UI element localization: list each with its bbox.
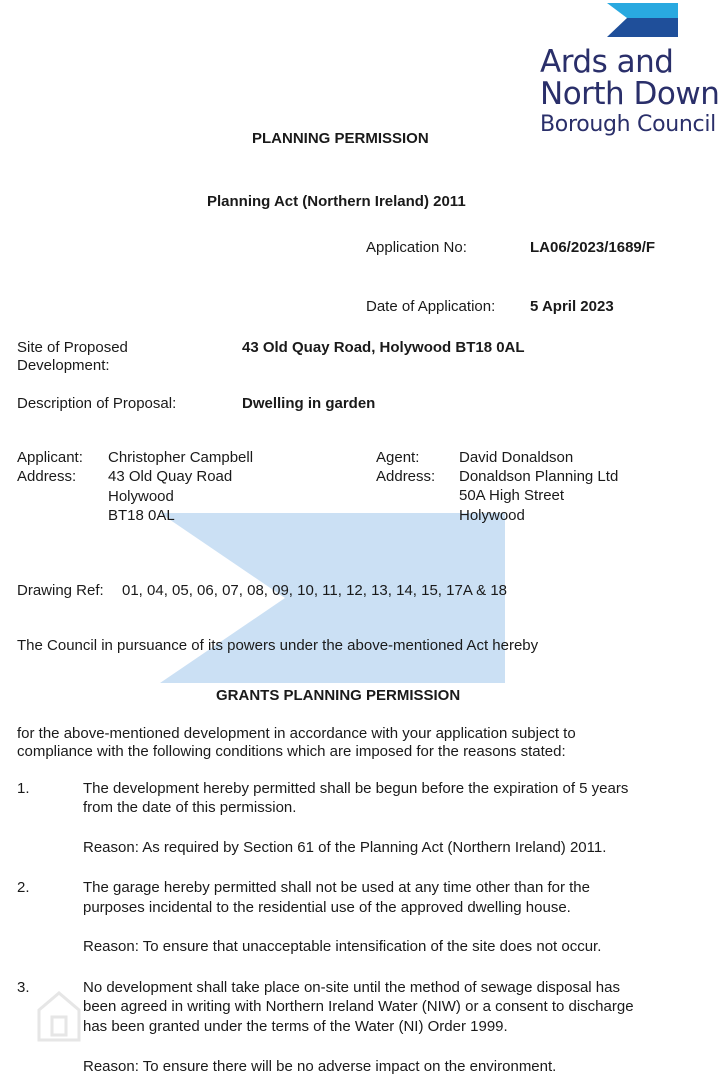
applicant-label: Applicant: [17,449,83,466]
condition-number: 2. [17,879,30,896]
condition-reason: Reason: To ensure that unacceptable intensification of the site does not occur. [83,938,602,955]
house-watermark-icon [34,985,84,1045]
applicant-address-line-1: 43 Old Quay Road [108,468,233,485]
site-label-line-1: Site of Proposed [17,339,128,356]
intro-line-2: compliance with the following conditions which are imposed for the reasons stated: [17,743,566,760]
applicant-name: Christopher Campbell [108,449,254,466]
grants-heading: GRANTS PLANNING PERMISSION [216,687,461,704]
logo-line-3: Borough Council [540,112,716,137]
condition-number: 1. [17,780,30,797]
condition-text-line-1: No development shall take place on-site until the method of sewage disposal has [83,979,620,996]
document-heading: PLANNING PERMISSION [252,130,429,147]
applicant-address-label: Address: [17,468,77,485]
drawing-ref-value: 01, 04, 05, 06, 07, 08, 09, 10, 11, 12, 13, 14, 15, 17A & 18 [122,582,508,599]
condition-text-line-2: purposes incidental to the residential use of the approved dwelling house. [83,899,571,916]
site-label-line-2: Development: [17,357,110,374]
logo-line-1: Ards and [540,44,674,80]
agent-address-label: Address: [376,468,436,485]
application-no-label: Application No: [366,239,467,256]
condition-reason: Reason: To ensure there will be no adverse impact on the environment. [83,1058,557,1075]
agent-name: David Donaldson [459,449,574,466]
proposal-value: Dwelling in garden [242,395,376,412]
logo-line-2: North Down [540,76,720,112]
act-title: Planning Act (Northern Ireland) 2011 [207,193,466,210]
site-value: 43 Old Quay Road, Holywood BT18 0AL [242,339,525,356]
agent-address-line-3: Holywood [459,507,525,524]
condition-text-line-2: from the date of this permission. [83,799,297,816]
date-of-application-label: Date of Application: [366,298,496,315]
condition-text-line-1: The garage hereby permitted shall not be used at any time other than for the [83,879,590,896]
agent-address-line-1: Donaldson Planning Ltd [459,468,619,485]
agent-label: Agent: [376,449,420,466]
intro-line-1: for the above-mentioned development in accordance with your application subject to [17,725,576,742]
condition-text-line-1: The development hereby permitted shall be begun before the expiration of 5 years [83,780,629,797]
agent-address-line-2: 50A High Street [459,487,565,504]
applicant-address-line-3: BT18 0AL [108,507,175,524]
proposal-label: Description of Proposal: [17,395,177,412]
application-no-value: LA06/2023/1689/F [530,239,656,256]
condition-text-line-2: been agreed in writing with Northern Ireland Water (NIW) or a consent to discharge [83,998,634,1015]
date-of-application-value: 5 April 2023 [530,298,614,315]
condition-number: 3. [17,979,30,996]
pursuance-text: The Council in pursuance of its powers under the above-mentioned Act hereby [17,637,539,654]
applicant-address-line-2: Holywood [108,488,174,505]
condition-text-line-3: has been granted under the terms of the Water (NI) Order 1999. [83,1018,508,1035]
logo-chevron-icon [607,3,678,37]
drawing-ref-label: Drawing Ref: [17,582,104,599]
condition-reason: Reason: As required by Section 61 of the Planning Act (Northern Ireland) 2011. [83,839,607,856]
